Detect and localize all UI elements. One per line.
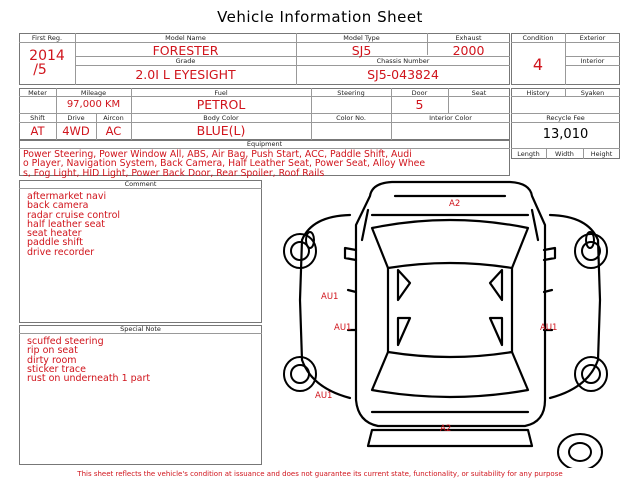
comment-label: Comment [124,180,157,188]
car-damage-diagram [262,176,640,468]
body-color-label: Body Color [203,114,239,122]
fuel-value: PETROL [196,97,246,112]
chassis-label: Chassis Number [376,57,430,65]
length-label: Length [517,150,540,158]
windshield [372,220,528,268]
comment-list [27,192,120,257]
comment-item: half leather seat [27,218,106,230]
exhaust-value: 2000 [452,43,485,58]
drive-value: 4WD [62,124,90,138]
model-name-value: FORESTER [152,43,219,58]
disclaimer-footer: This sheet reflects the vehicle's condition at issuance and does not guarantee its current state, functionality, or suitability for any purpose [77,470,563,478]
damage-mark-left-fender: AU1 [321,292,339,302]
damage-mark-right-door: AU1 [540,323,558,333]
mileage-label: Mileage [80,89,107,97]
history-label: History [526,89,550,97]
chassis-value: SJ5-043824 [367,67,439,82]
special-note-item: dirty room [27,354,77,366]
first-reg-label: First Reg. [31,34,63,42]
door-label: Door [411,89,428,97]
equipment-label: Equipment [246,140,283,148]
front-right-wheel [575,234,607,268]
comment-item: drive recorder [27,246,95,258]
recycle-label: Recycle Fee [546,114,585,122]
model-type-value: SJ5 [351,43,372,58]
first-reg-month: /5 [33,62,47,78]
front-left-wheel [284,234,316,268]
damage-mark-left-door: AU1 [334,323,352,333]
comment-item: paddle shift [27,237,83,249]
body-color-value: BLUE(L) [196,123,246,138]
fuel-label: Fuel [214,89,228,97]
spare-wheel [558,434,602,468]
mileage-value: 97,000 KM [66,99,121,110]
damage-mark-left-rear: AU1 [315,391,333,401]
damage-mark-rear: A2 [440,424,452,434]
width-label: Width [555,150,574,158]
equipment-line: Power Steering, Power Window All, ABS, Air Bag, Push Start, ACC, Paddle Shift, Audi [23,149,412,160]
aircon-value: AC [105,124,122,138]
model-name-label: Model Name [165,34,206,42]
door-value: 5 [415,97,424,112]
recycle-value: 13,010 [542,127,589,142]
aircon-label: Aircon [103,114,124,122]
special-note-item: rust on underneath 1 part [27,373,151,385]
seat-label: Seat [471,89,487,97]
car-top-view-outline [356,182,545,426]
height-label: Height [590,150,613,158]
special-note-list [27,337,150,383]
equipment-line: s, Fog Light, HID Light, Power Back Door, Rear Spoiler, Roof Rails [23,167,325,179]
sheet-title: Vehicle Information Sheet [217,8,423,26]
model-type-label: Model Type [343,34,380,42]
condition-label: Condition [522,34,554,42]
comment-item: seat heater [27,228,82,240]
grade-label: Grade [175,57,196,65]
equipment-line: o Player, Navigation System, Back Camera, Half Leather Seat, Power Seat, Alloy Whee [23,158,426,170]
rear-window [372,352,528,397]
syaken-label: Syaken [580,89,605,97]
damage-mark-front: A2 [449,199,461,209]
comment-item: back camera [27,200,89,212]
exhaust-label: Exhaust [455,34,482,42]
steering-label: Steering [337,89,365,97]
rear-left-wheel [284,357,316,391]
special-note-label: Special Note [120,325,161,333]
grade-value: 2.0I L EYESIGHT [135,67,236,82]
shift-label: Shift [30,114,45,122]
color-no-label: Color No. [336,114,366,122]
special-note-item: rip on seat [27,345,78,357]
comment-item: aftermarket navi [27,191,107,202]
interior-label: Interior [580,57,605,65]
shift-value: AT [30,124,45,138]
first-reg-year: 2014 [29,48,65,64]
special-note-item: sticker trace [27,363,86,375]
special-note-item: scuffed steering [27,336,104,347]
interior-color-label: Interior Color [429,114,472,122]
equipment-text [23,150,509,178]
condition-value: 4 [532,55,544,74]
meter-label: Meter [28,89,47,97]
exterior-label: Exterior [579,34,606,42]
comment-item: radar cruise control [27,209,121,221]
drive-label: Drive [67,114,85,122]
